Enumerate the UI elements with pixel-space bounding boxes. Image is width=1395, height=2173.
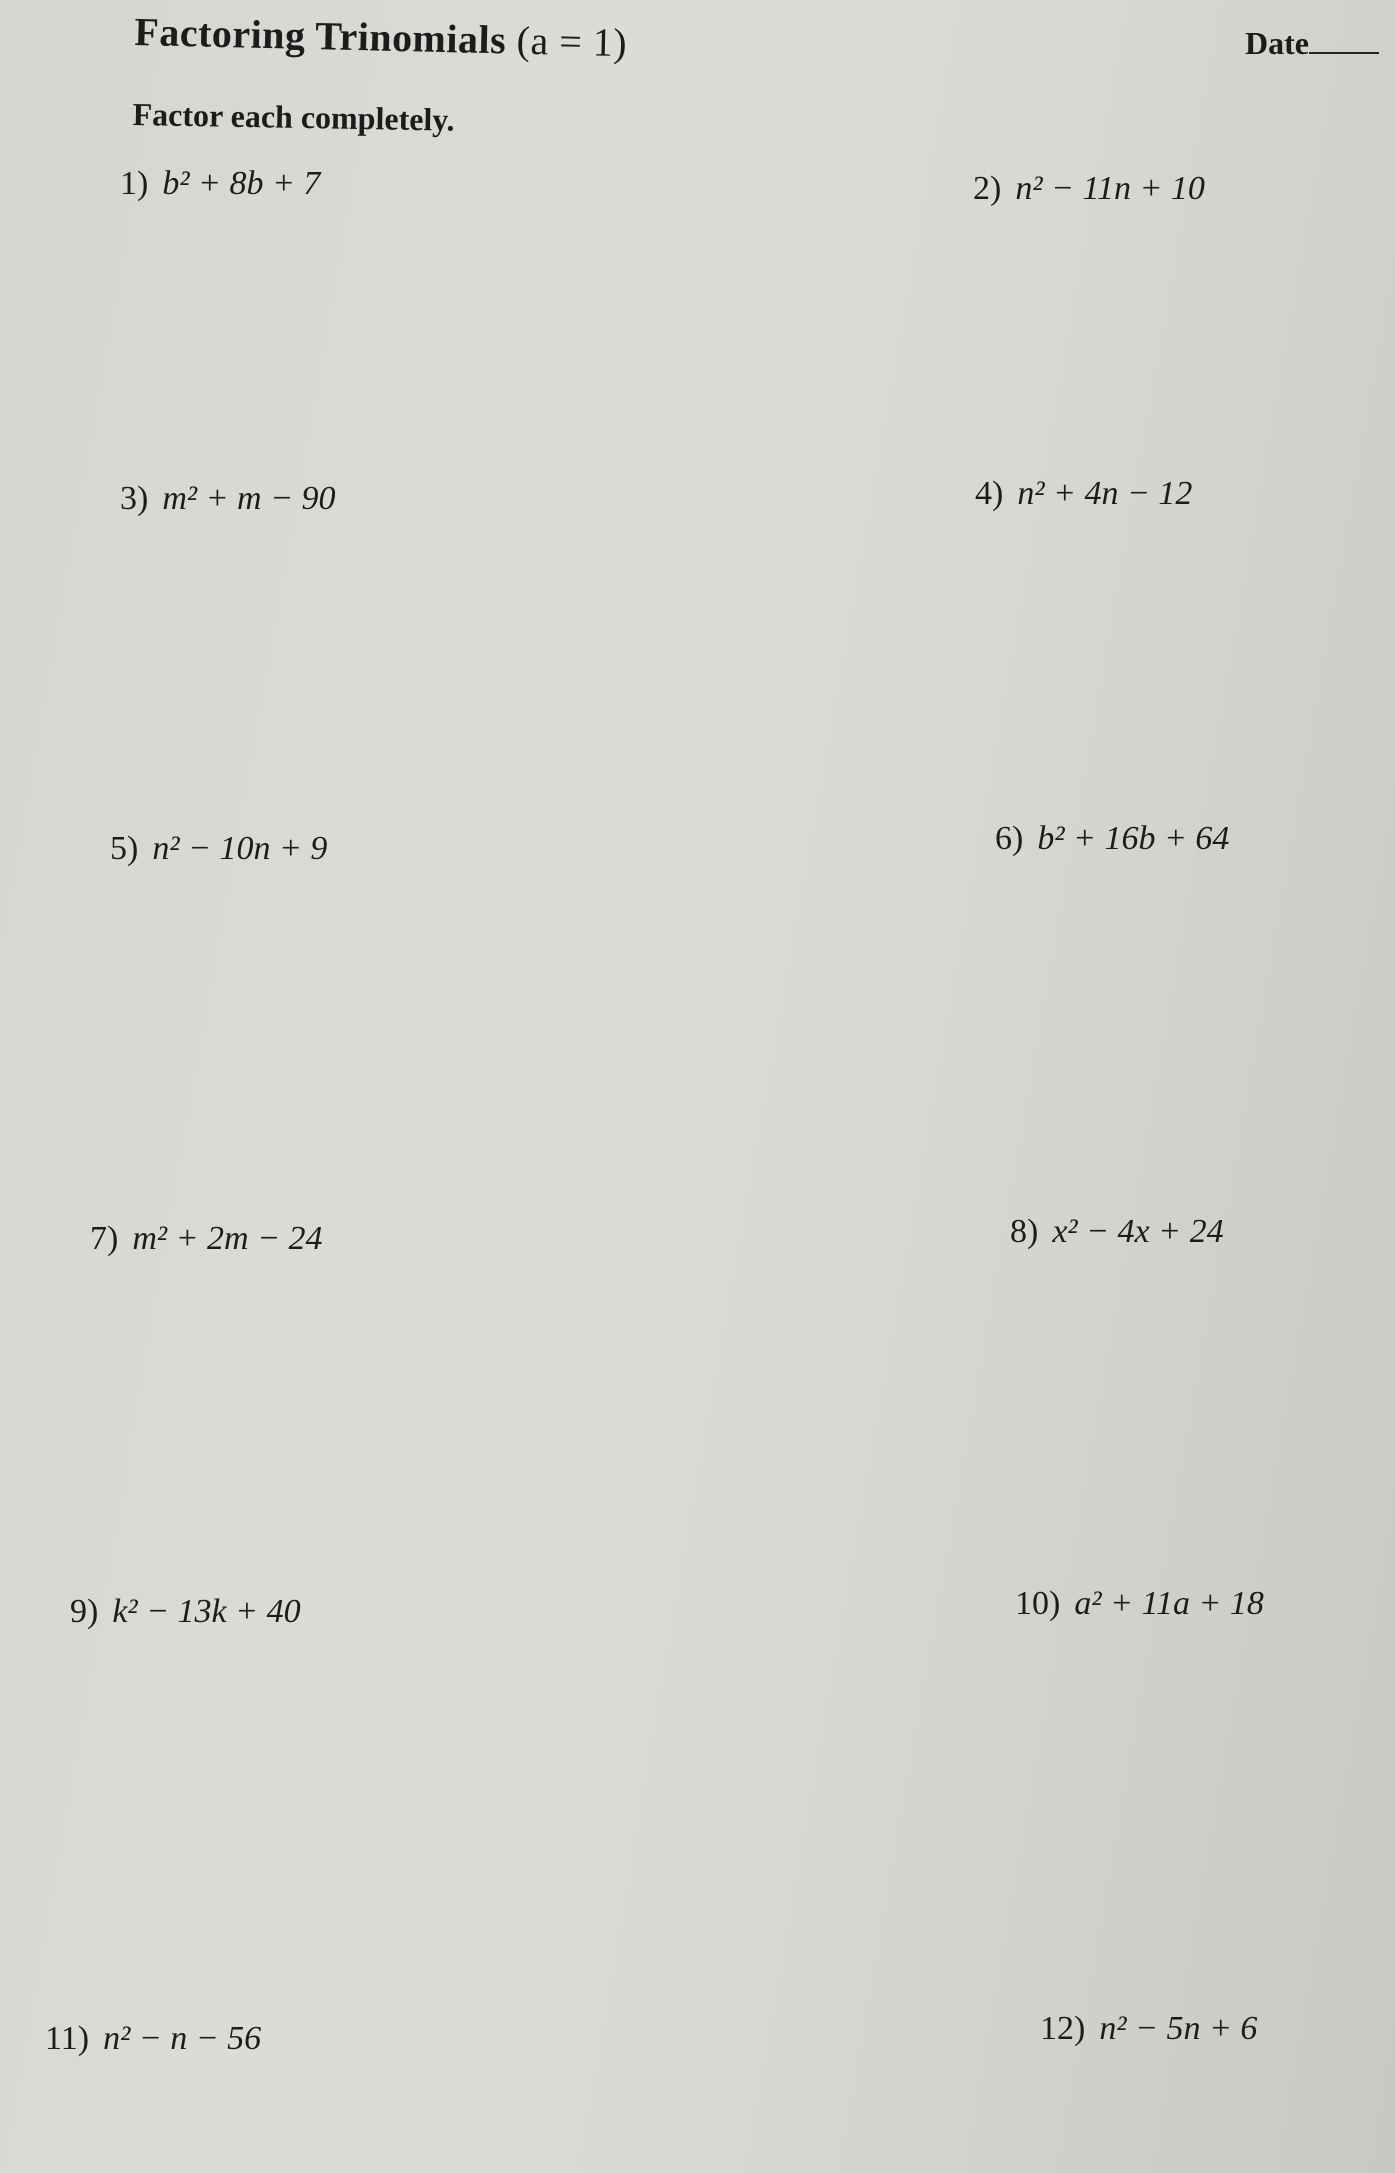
problem-expression: k² − 13k + 40 [112,1593,301,1630]
problem-expression: n² − 5n + 6 [1099,2010,1258,2047]
problem-12 [1040,2010,1257,2048]
problem-expression: n² − 10n + 9 [152,830,328,867]
date-blank-line[interactable] [1309,32,1379,54]
problem-expression: m² + m − 90 [162,480,336,517]
worksheet-title [134,8,628,66]
problem-3 [120,480,336,518]
problem-number: 4) [975,475,1004,512]
problem-number: 5) [110,830,139,867]
title-condition: (a = 1) [516,17,628,66]
problem-expression: m² + 2m − 24 [132,1220,323,1257]
problem-number: 10) [1015,1585,1061,1622]
problem-expression: b² + 8b + 7 [162,165,321,202]
problem-number: 3) [120,480,149,517]
problem-number: 6) [995,820,1024,857]
problem-expression: a² + 11a + 18 [1074,1585,1264,1622]
problem-5 [110,830,327,868]
problem-6 [995,820,1229,858]
problem-number: 8) [1010,1213,1039,1250]
problem-9 [70,1593,301,1631]
problem-expression: b² + 16b + 64 [1037,820,1230,857]
problem-4 [975,475,1192,513]
problem-2 [973,170,1205,208]
problem-11 [45,2020,261,2058]
problem-number: 1) [120,165,149,202]
problem-expression: n² − 11n + 10 [1015,170,1205,207]
problem-expression: n² + 4n − 12 [1017,475,1193,512]
problem-number: 7) [90,1220,119,1257]
problem-10 [1015,1585,1264,1623]
instructions: Factor each completely. [132,96,455,138]
problem-expression: x² − 4x + 24 [1052,1213,1224,1250]
problem-number: 9) [70,1593,99,1630]
problem-number: 2) [973,170,1002,207]
problem-number: 11) [45,2020,90,2057]
date-label: Date [1245,25,1309,61]
title-text: Factoring Trinomials [133,8,507,63]
problem-1 [120,165,320,203]
problem-7 [90,1220,323,1258]
problem-expression: n² − n − 56 [103,2020,262,2057]
problem-8 [1010,1213,1224,1251]
problem-number: 12) [1040,2010,1086,2047]
date-field [1245,25,1379,62]
